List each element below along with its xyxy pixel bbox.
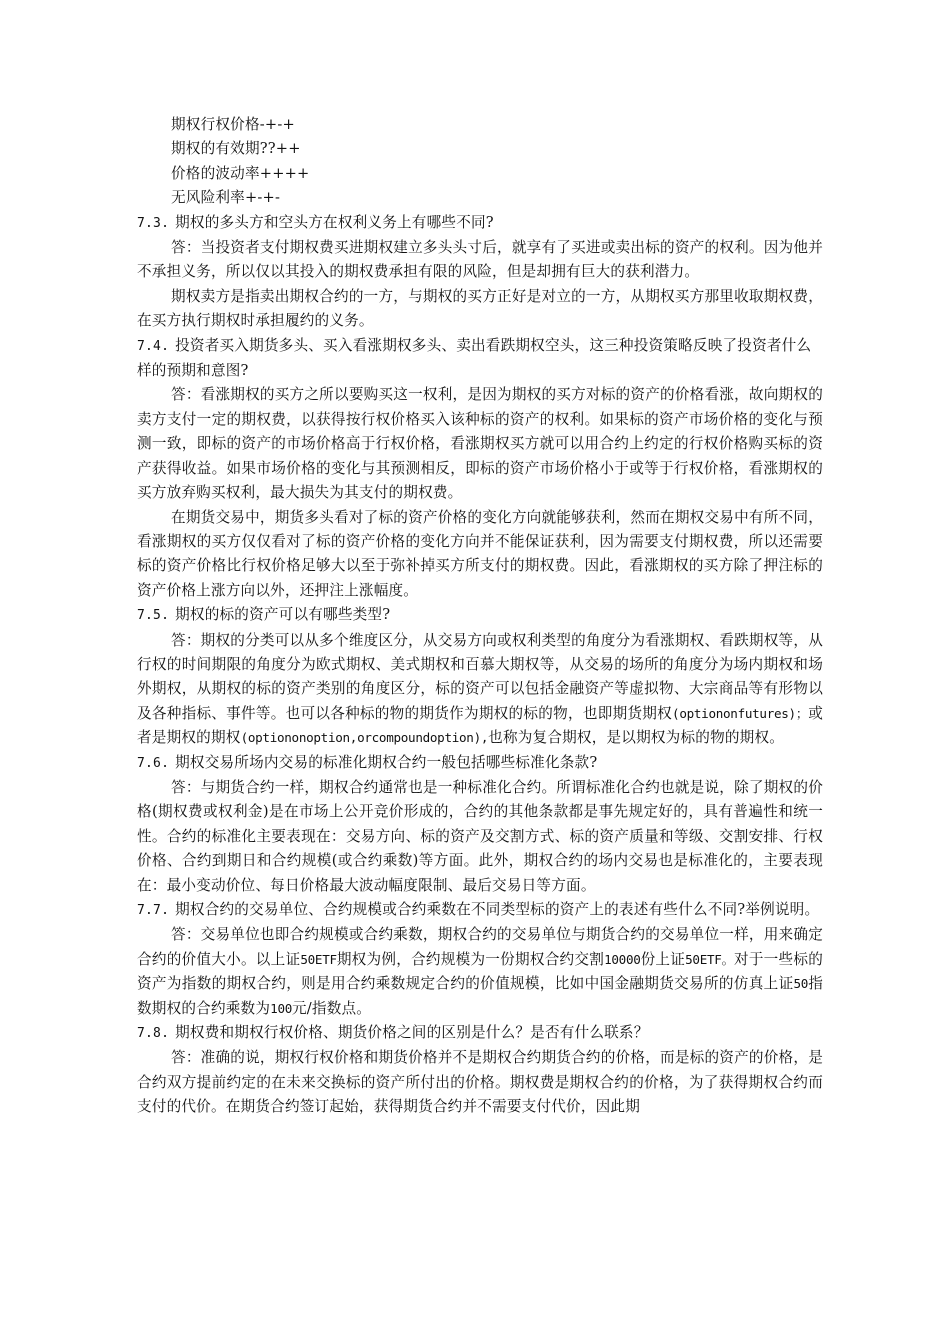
latin-term: 50ETF。 — [685, 951, 734, 967]
section-7-8 — [137, 1021, 823, 1120]
question-heading — [137, 334, 823, 384]
question-number: 7.6. — [137, 755, 170, 771]
answer-paragraph: 在期货交易中，期货多头看对了标的资产价格的变化方向就能够获利，然而在期权交易中有所不同，看涨期权的买方仅仅看对了标的资产价格的变化方向并不能保证获利，因为需要支付期权费，所以还需要标的资产价格比行权价格足够大以至于弥补掉买方所支付的期权费。因此，看涨期权的买方除了押注标的资产价格上涨方向以外，还押注上涨幅度。 — [137, 508, 823, 599]
answer-text: 元/指数点。 — [292, 999, 372, 1017]
answer-text: 也称为复合期权，是以期权为标的物的期权。 — [488, 729, 785, 747]
question-text: 期权的多头方和空头方在权利义务上有哪些不同? — [175, 213, 494, 231]
answer-paragraph: 期权卖方是指卖出期权合约的一方，与期权的买方正好是对立的一方，从期权买方那里收取期权费，在买方执行期权时承担履约的义务。 — [137, 287, 823, 330]
question-number: 7.8. — [137, 1026, 170, 1042]
table-line-strike: 期权行权价格-+-+ — [171, 116, 295, 133]
answer-text: 答：交易单位也即合约规模或合约乘数，期权合约的交易单位与期货合约的交易单位一样，用来确定合约的价值大小。以上证 — [137, 926, 823, 968]
answer-text: 对于一些标的资产为指数的期权合约，则是用合约乘数规定合约的价值规模，比如中国金融期货交易所的仿真上证 — [137, 950, 824, 993]
latin-term: (optiononoption,orcompoundoption), — [240, 730, 489, 746]
latin-term: 10000 — [604, 951, 641, 967]
answer-paragraph — [137, 923, 823, 1021]
question-number: 7.3. — [137, 215, 170, 231]
question-text: 投资者买入期货多头、买入看涨期权多头、卖出看跌期权空头，这三种投资策略反映了投资者什么样的预期和意图? — [137, 336, 812, 380]
section-7-5 — [137, 603, 823, 750]
answer-text: 期权为例，合约规模为一份期权合约交割 — [336, 950, 605, 968]
answer-paragraph: 答：看涨期权的买方之所以要购买这一权利，是因为期权的买方对标的资产的价格看涨，故向期权的卖方支付一定的期权费，以获得按行权价格买入该种标的资产的权利。如果标的资产市场价格的变化与预测一致，即标的资产的市场价格高于行权价格，看涨期权买方就可以用合约上约定的行权价格购买标的资产获得收益。如果市场价格的变化与其预测相反，即标的资产市场价格小于或等于行权价格，看涨期权的买方放弃购买权利，最大损失为其支付的期权费。 — [137, 386, 823, 502]
answer-text: 份上证 — [640, 950, 686, 968]
parameter-table — [137, 113, 823, 211]
question-number: 7.7. — [137, 903, 170, 918]
latin-term: 50ETF — [300, 951, 337, 967]
answer-text: 指数期权的合约乘数为 — [137, 975, 823, 1017]
answer-paragraph — [137, 629, 823, 751]
question-heading — [137, 211, 823, 236]
section-7-3 — [137, 211, 823, 334]
question-heading — [137, 1021, 823, 1046]
question-text: 期权的标的资产可以有哪些类型? — [175, 606, 391, 624]
table-line-volatility: 价格的波动率++++ — [171, 164, 310, 182]
section-7-4 — [137, 334, 823, 603]
question-text: 期权合约的交易单位、合约规模或合约乘数在不同类型标的资产上的表述有些什么不同?举例说明。 — [175, 901, 820, 918]
question-heading — [137, 751, 823, 776]
answer-text: 或者是期权的期权 — [137, 704, 823, 747]
question-heading — [137, 603, 823, 628]
table-line-expiry: 期权的有效期??++ — [171, 140, 301, 158]
section-7-7 — [137, 898, 823, 1021]
document-page — [137, 113, 823, 1120]
question-number: 7.5. — [137, 608, 170, 624]
answer-text: 答：期权的分类可以从多个维度区分，从交易方向或权利类型的角度分为看涨期权、看跌期权等，从行权的时间期限的角度分为欧式期权、美式期权和百慕大期权等，从交易的场所的角度分为场内期权和场外期权，从期权的标的资产类别的角度区分，标的资产可以包括金融资产等虚拟物、大宗商品等有形物以及各种指标、事件等。也可以各种标的物的期货作为期权的标的物，也即期货期权 — [137, 631, 823, 722]
question-text: 期权费和期权行权价格、期货价格之间的区别是什么？是否有什么联系？ — [175, 1024, 649, 1042]
table-line-riskfree: 无风险利率+-+- — [171, 189, 281, 207]
question-heading — [137, 898, 823, 923]
answer-paragraph: 答：与期货合约一样，期权合约通常也是一种标准化合约。所谓标准化合约也就是说，除了期权的价格(期权费或权利金)是在市场上公开竞价形成的，合约的其他条款都是事先规定好的，具有普遍性和统一性。合约的标准化主要表现在：交易方向、标的资产及交割方式、标的资产质量和等级、交割安排、行权价格、合约到期日和合约规模(或合约乘数)等方面。此外，期权合约的场内交易也是标准化的，主要表现在：最小变动价位、每日价格最大波动幅度限制、最后交易日等方面。 — [137, 778, 823, 894]
question-number: 7.4. — [137, 338, 170, 354]
answer-paragraph: 答：当投资者支付期权费买进期权建立多头头寸后，就享有了买进或卖出标的资产的权利。因为他并不承担义务，所以仅以其投入的期权费承担有限的风险，但是却拥有巨大的获利潜力。 — [137, 239, 823, 281]
section-7-6 — [137, 751, 823, 898]
question-text: 期权交易所场内交易的标准化期权合约一般包括哪些标准化条款? — [175, 753, 598, 771]
answer-paragraph: 答：准确的说，期权行权价格和期货价格并不是期权合约期货合约的价格，而是标的资产的价格，是合约双方提前约定的在未来交换标的资产所付出的价格。期权费是期权合约的价格，为了获得期权合约而支付的代价。在期货合约签订起始，获得期货合约并不需要支付代价，因此期 — [137, 1049, 823, 1116]
latin-term: 100 — [270, 1000, 293, 1016]
latin-term: (optiononfutures)； — [672, 705, 809, 721]
latin-term: 50 — [793, 976, 809, 992]
